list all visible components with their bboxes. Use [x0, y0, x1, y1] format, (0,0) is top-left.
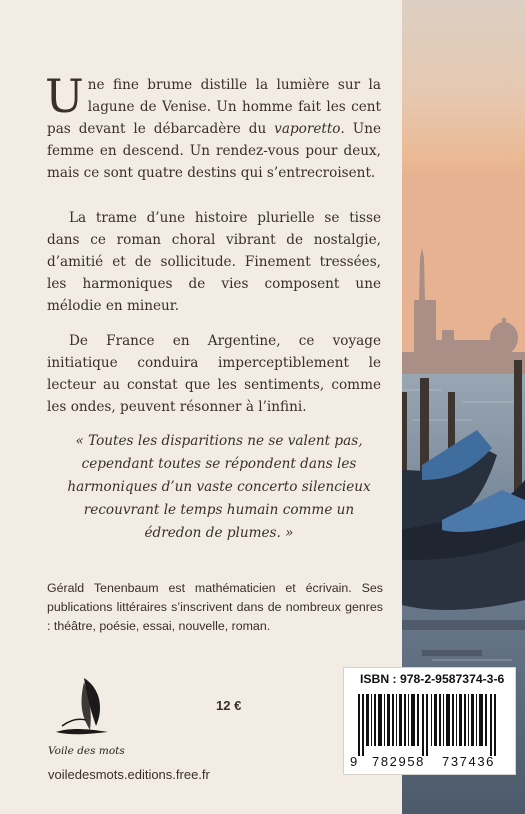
blurb-paragraph-2: La trame d’une histoire plurielle se tisse dans ce roman choral vibrant de nostalgie, d’amitié et de sollicitude. Finement tressées, les harmoniques de vies composent une mélodie en mineur.: [47, 210, 381, 314]
blurb-paragraph-1: [45, 69, 382, 184]
publisher-name: Voile des mots: [48, 745, 125, 757]
publisher-logo: [48, 674, 118, 744]
blurb-paragraph-3: De France en Argentine, ce voyage initiatique conduira imperceptiblement le lecteur au constat que les sentiments, comme les ondes, peuvent résonner à l’infini.: [47, 333, 381, 415]
blurb-paragraph-1-part-1: ne fine brume distille la lumière sur la lagune de Venise. Un homme fait les cent pas devant le débarcadère du: [47, 77, 381, 137]
price: 12 €: [216, 698, 242, 713]
drop-cap: U: [45, 69, 84, 123]
author-bio: Gérald Tenenbaum est mathématicien et écrivain. Ses publications littéraires s’inscrivent dans de nombreux genres : théâtre, poésie, essai, nouvelle, roman.: [47, 581, 383, 633]
blurb-paragraph-1-part-2: . Une femme en descend. Un rendez-vous pour deux, mais ce sont quatre destins qui s’entrecroisent.: [47, 121, 382, 181]
barcode-lead-digit: 9: [350, 754, 358, 769]
blurb-paragraph-1-italic: vaporetto: [274, 121, 341, 137]
barcode-left-group: 782958: [372, 754, 425, 769]
blurb-quote: « Toutes les disparitions ne se valent pas, cependant toutes se répondent dans les harmoniques d’un vaste concerto silencieux recouvrant le temps humain comme un édredon de plumes. »: [67, 433, 371, 541]
barcode: [358, 694, 504, 756]
publisher-url: voiledesmots.editions.free.fr: [48, 767, 210, 782]
isbn-barcode-box: [343, 667, 516, 775]
barcode-right-group: 737436: [442, 754, 495, 769]
isbn-label: ISBN : 978-2-9587374-3-6: [360, 672, 505, 686]
